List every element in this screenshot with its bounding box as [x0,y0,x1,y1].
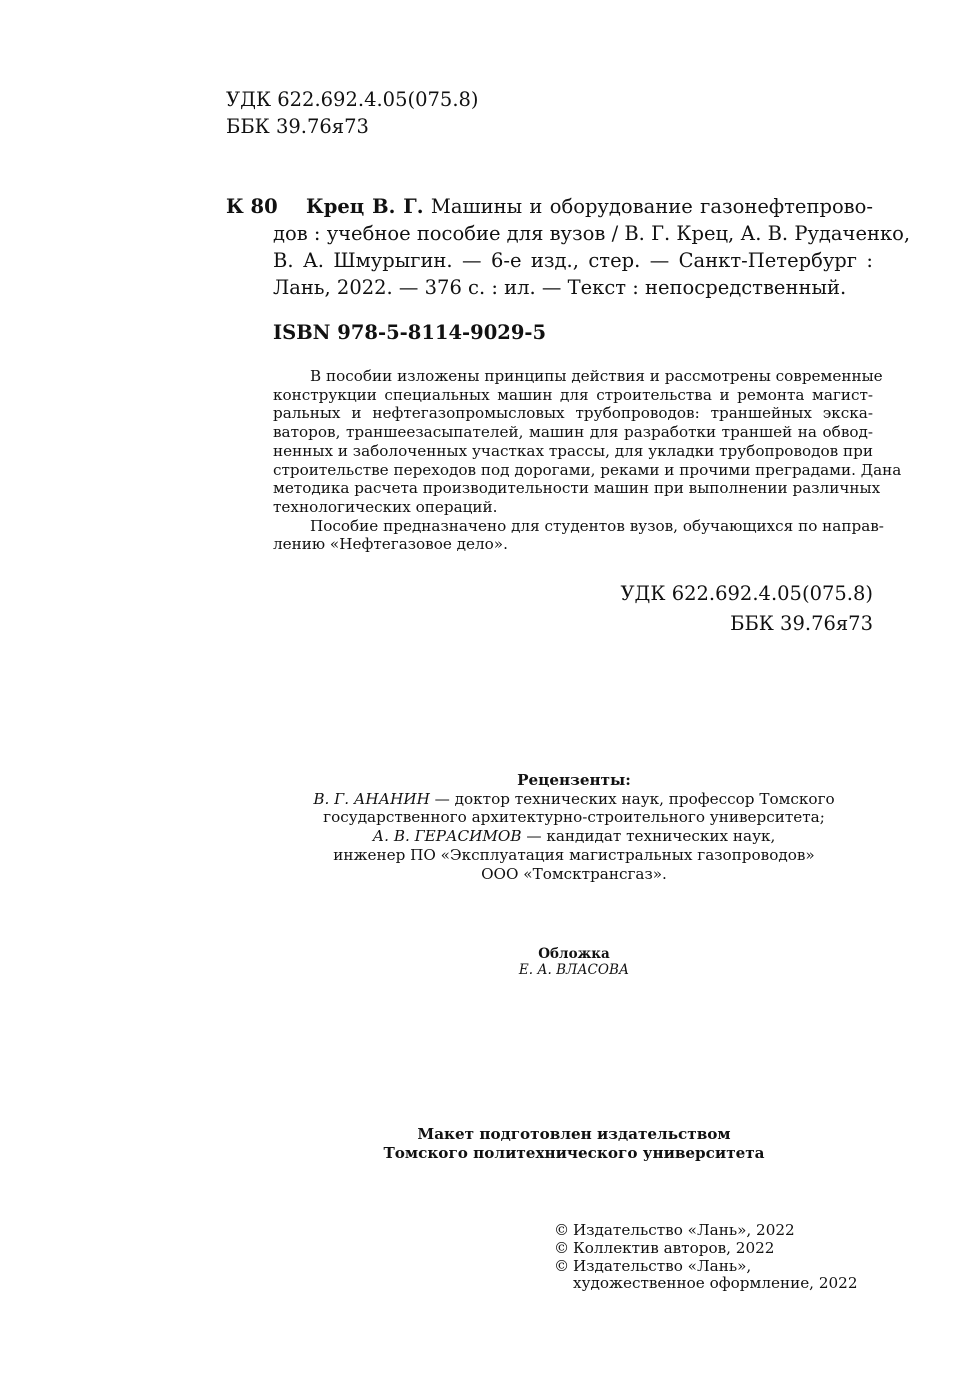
author-mark: К 80 [226,195,278,218]
reviewer-1-name: В. Г. АНАНИН [313,789,430,808]
layout-credit-line-1: Макет подготовлен издательством [417,1125,731,1143]
entry-title-start: Машины и оборудование газонефтепрово- [430,195,873,218]
annotation-line-9: Пособие предназначено для студентов вузов, обучающихся по направ- [310,516,884,535]
layout-credit [274,1125,874,1162]
copyright-text-continuation: художественное оформление, 2022 [573,1274,858,1293]
annotation-line-8: технологических операций. [273,497,498,516]
annotation-line-6: строительстве переходов под дорогами, реками и прочими преградами. Дана [273,460,902,479]
layout-credit-line-2: Томского политехнического университета [383,1143,765,1162]
copyright-block [554,1222,858,1293]
reviewer-2-credentials: — кандидат технических наук, [521,827,776,846]
cover-designer-name: Е. А. ВЛАСОВА [518,962,630,978]
entry-line-1 [273,193,873,220]
reviewer-2-affiliation: инженер ПО «Эксплуатация магистральных газопроводов» [333,845,815,864]
annotation-line-4: ваторов, траншеезасыпателей, машин для разработки траншей на обвод- [273,423,873,442]
reviewer-2-company: ООО «Томсктрансгаз». [481,864,667,883]
cover-credit [274,946,874,978]
reviewer-2-name: А. В. ГЕРАСИМОВ [372,827,522,846]
copyright-icon: © [554,1238,570,1257]
copyright-text-1: Издательство «Лань», 2022 [573,1221,795,1239]
entry-line-4: Лань, 2022. — 376 с. : ил. — Текст : непосредственный. [273,276,847,299]
annotation-paragraph [273,367,902,554]
copyright-text-3: Издательство «Лань», [573,1256,752,1275]
reviewers-heading: Рецензенты: [517,771,631,789]
copyright-row-1 [554,1222,858,1240]
footer-bbk-code: ББК 39.76я73 [730,612,873,635]
footer-classification-codes [620,579,873,639]
reviewer-2-line-1 [274,827,874,846]
annotation-line-7: методика расчета производительности машин при выполнении различных [273,479,881,498]
reviewer-1-affiliation: государственного архитектурно-строительного университета; [323,808,825,827]
copyright-row-2 [554,1240,858,1258]
entry-line-3: В. А. Шмурыгин. — 6-е изд., стер. — Санкт-Петербург : [273,249,873,272]
annotation-line-1: В пособии изложены принципы действия и рассмотрены современные [310,367,883,385]
cover-heading: Обложка [538,946,610,962]
header-classification-codes [226,86,479,140]
copyright-text-2: Коллектив авторов, 2022 [573,1238,775,1257]
copyright-row-4 [554,1275,858,1293]
reviewer-1-line-1 [274,790,874,809]
bibliographic-entry [273,193,911,301]
header-bbk-code: ББК 39.76я73 [226,115,369,138]
copyright-icon: © [554,1221,570,1239]
entry-author: Крец В. Г. [306,195,424,218]
isbn-number: ISBN 978-5-8114-9029-5 [273,321,547,344]
reviewers-block [274,771,874,883]
annotation-line-3: ральных и нефтегазопромысловых трубопроводов: траншейных экска- [273,404,873,423]
footer-udk-code: УДК 622.692.4.05(075.8) [620,582,873,605]
copyright-row-3 [554,1258,858,1276]
annotation-line-10: лению «Нефтегазовое дело». [273,535,508,554]
entry-line-2: дов : учебное пособие для вузов / В. Г. Крец, А. В. Рудаченко, [273,222,911,245]
annotation-line-5: ненных и заболоченных участках трассы, для укладки трубопроводов при [273,441,873,460]
annotation-line-2: конструкции специальных машин для строительства и ремонта магист- [273,385,873,404]
reviewer-1-credentials: — доктор технических наук, профессор Томского [429,789,835,808]
copyright-icon: © [554,1256,570,1275]
header-udk-code: УДК 622.692.4.05(075.8) [226,88,479,111]
